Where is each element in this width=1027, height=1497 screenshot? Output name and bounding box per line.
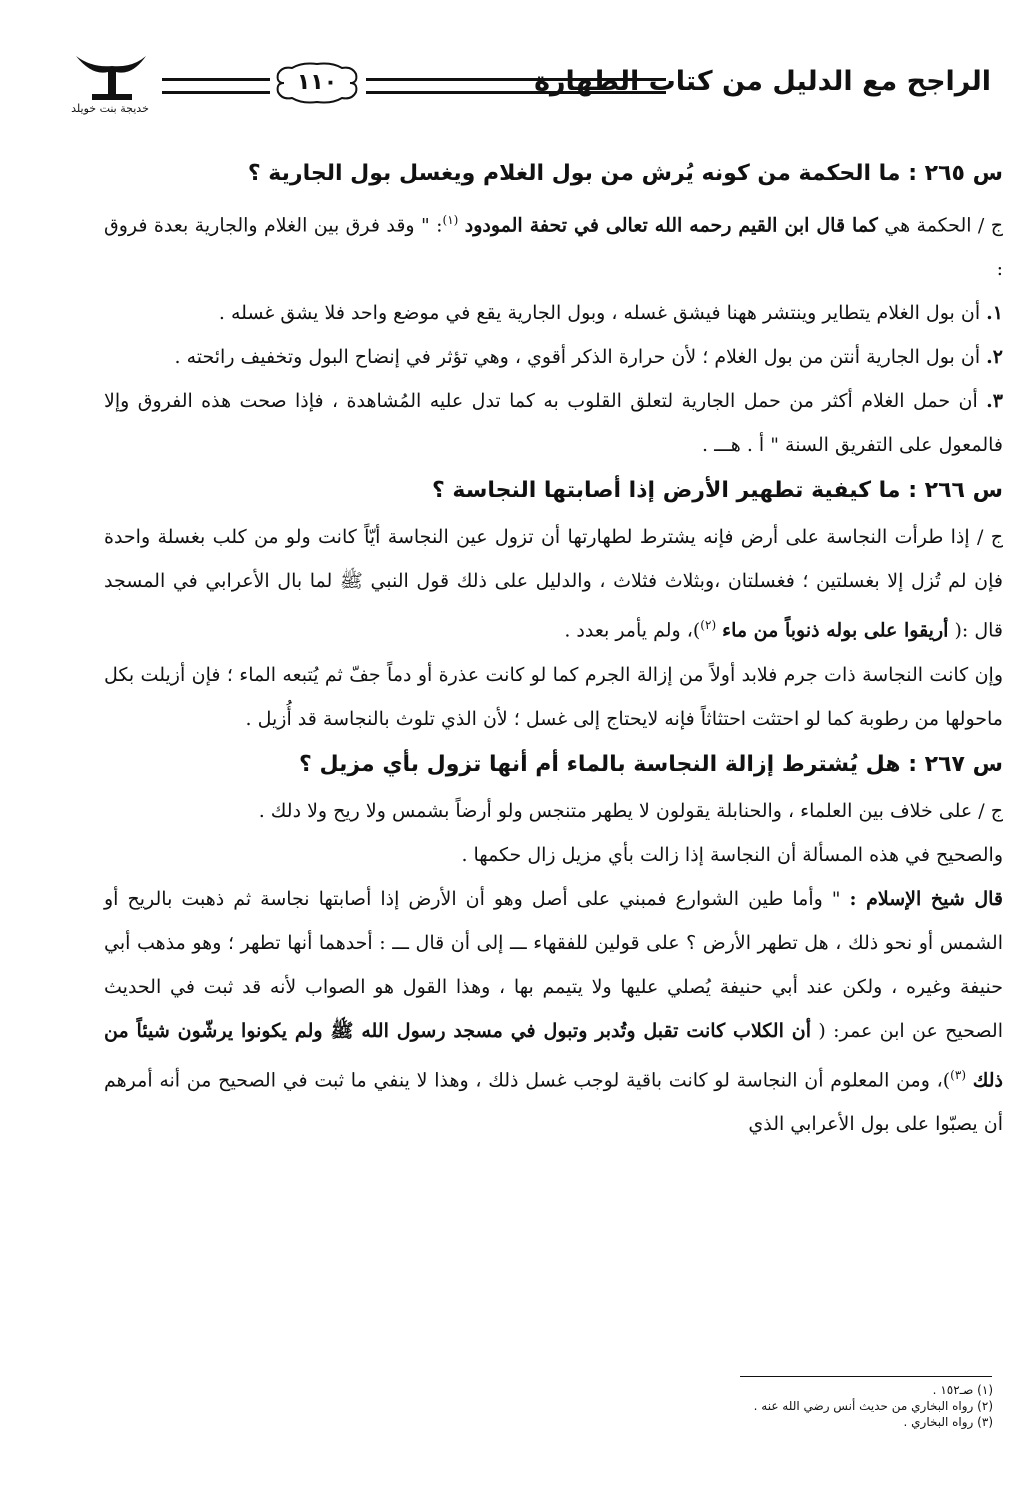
page-body xyxy=(104,150,1003,1146)
logo-caption: خديجة بنت خويلد xyxy=(71,102,149,115)
answer-265-intro-post: : " وقد فرق بين الغلام والجارية بعدة فروق : xyxy=(104,214,1003,281)
answer-266-paragraph-2: وإن كانت النجاسة ذات جرم فلابد أولاً من إزالة الجرم كما لو كانت عذرة أو دماً جفّ ثم يُتبعه الماء ؛ فإن أزيلت بكل ماحولها من رطوبة كما لو احتثت احتثاثاً فإنه لايحتاج إلى غسل ؛ لأن الذي تلوث بالنجاسة قد أُزيل . xyxy=(104,663,1003,730)
logo-emblem-icon xyxy=(62,50,158,102)
answer-266-text-tail: )، ولم يأمر بعدد . xyxy=(564,619,701,642)
hadith-quote: أن الكلاب كانت تقبل وتُدبر وتبول في مسجد رسول الله ﷺ ولم يكونوا يرشّون شيئاً من ذلك xyxy=(104,1019,1003,1091)
footnote-ref-1: (١) xyxy=(442,213,459,227)
answer-265-intro xyxy=(104,198,1003,291)
page-number-badge xyxy=(272,60,362,106)
footnote: (٢) رواه البخاري من حديث أنس رضي الله عنه . xyxy=(753,1399,993,1413)
answer-265-citation: كما قال ابن القيم رحمه الله تعالى في تحفة المودود xyxy=(464,214,878,237)
list-item-text: أن بول الجارية أنتن من بول الغلام ؛ لأن حرارة الذكر أقوي ، وهي تؤثر في إنضاح البول وتخفيف رائحته . xyxy=(174,346,987,369)
list-item-number: ٢. xyxy=(986,346,1003,369)
answer-265-intro-pre: ج / الحكمة هي xyxy=(877,214,1003,237)
quote-text: " وأما طين الشوارع فمبني على أصل وهو أن الأرض إذا أصابتها نجاسة ثم ذهبت بالريح أو الشمس أو نحو ذلك ، هل تطهر الأرض ؟ على قولين للفقهاء ـــ إلى أن قال ـــ : أحدهما أنها تطهر ؛ وهو مذهب أبي حنيفة وغيره ، ولكن عند أبي حنيفة يُصلي عليها ولا يتيمم بها ، وهذا القول هو الصواب لأنه قد ثبت في الحديث الصحيح عن ابن عمر: ( xyxy=(104,887,1003,1042)
footnotes xyxy=(573,1382,993,1430)
book-title: الراجح مع الدليل من كتاب الطهارة xyxy=(534,66,991,97)
list-item xyxy=(104,291,1003,335)
quote-attribution: قال شيخ الإسلام : xyxy=(849,887,1003,910)
list-item-text: أن بول الغلام يتطاير وينتشر ههنا فيشق غسله ، وبول الجارية يقع في موضع واحد فلا يشق غسله . xyxy=(218,302,987,325)
page-header xyxy=(40,44,991,134)
footnote-ref-3: (٣) xyxy=(950,1067,966,1082)
answer-267-paragraph-1: ج / على خلاف بين العلماء ، والحنابلة يقولون لا يطهر متنجس ولو أرضاً بشمس ولا ريح ولا دلك . xyxy=(258,799,1003,822)
list-item-text: أن حمل الغلام أكثر من حمل الجارية لتعلق القلوب به كما تدل عليه المُشاهدة ، فإذا صحت هذه الفروق وإلا فالمعول على التفريق السنة " أ . هـــ . xyxy=(104,390,1003,457)
page-number: ١١٠ xyxy=(296,70,338,95)
publisher-logo xyxy=(62,50,158,126)
answer-266-paragraph-1 xyxy=(104,515,1003,652)
answer-266-text: ج / إذا طرأت النجاسة على أرض فإنه يشترط لطهارتها أن تزول عين النجاسة أيّاً كانت ولو من كلب بغسلة واحدة فإن لم تُزل إلا بغسلتين ؛ فغسلتان ،وبثلاث فثلاث ، والدليل على ذلك قول النبي ﷺ لما بال الأعرابي في المسجد قال :( xyxy=(104,526,1003,642)
footnote-divider xyxy=(740,1376,992,1377)
question-267: س ٢٦٧ : هل يُشترط إزالة النجاسة بالماء أم أنها تزول بأي مزيل ؟ xyxy=(299,751,1003,777)
footnote-ref-2: (٢) xyxy=(700,618,717,633)
list-item-number: ٣. xyxy=(986,390,1003,413)
list-item xyxy=(104,379,1003,467)
quote-text-tail: )، ومن المعلوم أن النجاسة لو كانت باقية لوجب غسل ذلك ، وهذا لا ينفي ما ثبت في الصحيح من أنه أمرهم أن يصبّوا على بول الأعرابي الذي xyxy=(104,1068,1003,1135)
hadith-quote: أريقوا على بوله ذنوباً من ماء xyxy=(722,619,949,642)
header-rule-left xyxy=(162,78,270,94)
question-265: س ٢٦٥ : ما الحكمة من كونه يُرش من بول الغلام ويغسل بول الجارية ؟ xyxy=(247,161,1003,186)
answer-267-paragraph-3 xyxy=(104,877,1003,1146)
answer-267-paragraph-2: والصحيح في هذه المسألة أن النجاسة إذا زالت بأي مزيل زال حكمها . xyxy=(461,843,1003,866)
list-item xyxy=(104,335,1003,379)
question-266: س ٢٦٦ : ما كيفية تطهير الأرض إذا أصابتها النجاسة ؟ xyxy=(431,478,1003,504)
header-rule-right xyxy=(366,78,666,94)
list-item-number: ١. xyxy=(986,302,1003,325)
footnote: (٣) رواه البخاري . xyxy=(903,1415,993,1429)
footnote: (١) صـ١٥٢ . xyxy=(932,1383,993,1397)
